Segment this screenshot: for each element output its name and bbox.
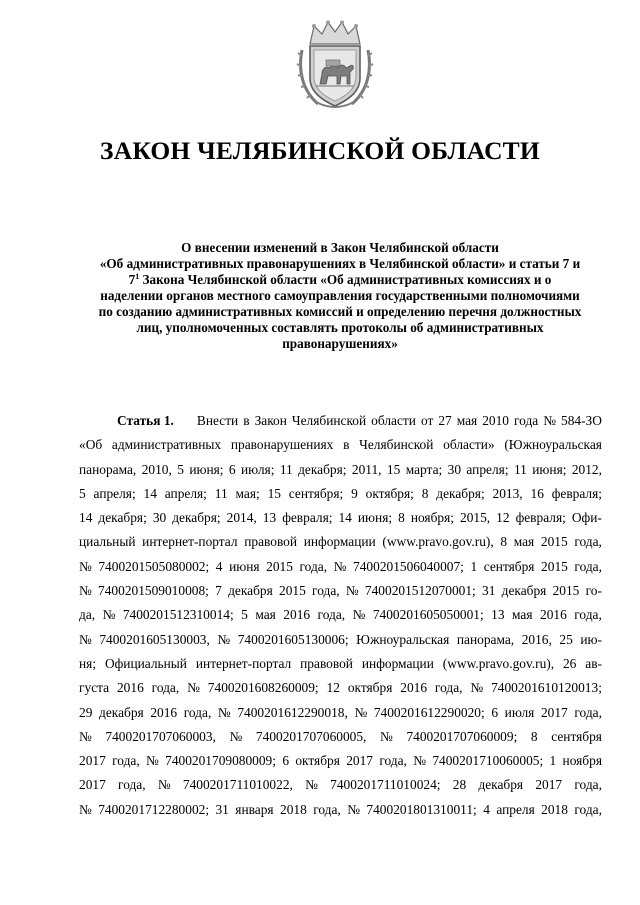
article-word: 8 bbox=[398, 510, 405, 526]
article-word: 7400201707060005, bbox=[255, 728, 367, 744]
article-word: года, bbox=[434, 680, 463, 696]
article-word: 26 bbox=[562, 655, 577, 671]
article-word: ноября; bbox=[410, 510, 454, 526]
article-word: 6 bbox=[228, 461, 236, 477]
article-word: 28 bbox=[452, 777, 467, 793]
article-word: 14 bbox=[143, 485, 157, 501]
article-word: № bbox=[157, 777, 171, 793]
article-word: года, bbox=[313, 801, 341, 817]
article-word: № bbox=[79, 728, 92, 744]
article-word: го- bbox=[585, 583, 602, 599]
article-word: № bbox=[413, 753, 426, 769]
article-word: апреля; bbox=[466, 461, 509, 477]
article-word: 16 bbox=[530, 485, 544, 501]
article-word: января bbox=[235, 801, 274, 817]
article-line bbox=[79, 579, 602, 603]
article-word: 8 bbox=[421, 485, 429, 501]
article-word: 14 bbox=[338, 510, 352, 526]
article-word: 2015 bbox=[541, 558, 568, 574]
article-word: интернет-портал bbox=[195, 655, 292, 671]
article-word: «Об bbox=[79, 437, 103, 453]
article-word: 2016 bbox=[116, 680, 144, 696]
subtitle-line: по созданию административных комиссий и определению перечня должностных bbox=[98, 304, 582, 319]
article-word: № bbox=[79, 558, 92, 574]
subtitle-line: О внесении изменений в Закон Челябинской области bbox=[181, 240, 499, 255]
article-word: мая bbox=[255, 607, 276, 623]
article-line bbox=[79, 530, 602, 554]
article-word: июня; bbox=[357, 510, 393, 526]
article-word: октября; bbox=[365, 485, 414, 501]
article-word: декабря; bbox=[98, 510, 147, 526]
article-word: № bbox=[347, 801, 360, 817]
article-word: 29 bbox=[79, 704, 93, 720]
article-word: 7400201610120013; bbox=[491, 680, 602, 696]
article-word: декабря bbox=[228, 583, 273, 599]
article-word: 1 bbox=[549, 753, 557, 769]
article-word: года, bbox=[574, 801, 602, 817]
article-word: года, bbox=[574, 777, 602, 793]
article-word: мая bbox=[513, 534, 535, 550]
article-word: 13 bbox=[262, 510, 277, 526]
article-word: 7400201509010008; bbox=[98, 583, 209, 599]
article-word: № bbox=[79, 631, 92, 647]
article-word: 7400201801310011; bbox=[366, 801, 477, 817]
subtitle-line: «Об административных правонарушениях в Челябинской области» и статьи 7 и bbox=[99, 256, 581, 271]
article-word: 11 bbox=[279, 461, 293, 477]
article-word: декабря; bbox=[298, 461, 347, 477]
article-word: года, bbox=[183, 704, 212, 720]
article-word: года, bbox=[574, 607, 602, 623]
article-word: Внести bbox=[196, 413, 239, 428]
article-line bbox=[79, 749, 602, 773]
article-word: 7400201605130003, bbox=[99, 631, 210, 647]
article-word: 7400201605050001; bbox=[372, 607, 484, 623]
article-word: июля bbox=[504, 704, 535, 720]
article-line bbox=[79, 409, 602, 433]
article-word: интернет-портал bbox=[142, 534, 238, 550]
article-word: мая bbox=[512, 607, 533, 623]
article-word: сентября bbox=[551, 728, 602, 744]
article-word: 2013, bbox=[492, 485, 523, 501]
article-word: правовой bbox=[244, 534, 298, 550]
article-word: февраля; bbox=[551, 485, 602, 501]
article-body bbox=[79, 409, 602, 822]
article-word: 2011, bbox=[351, 461, 382, 477]
article-word: 31 bbox=[482, 583, 496, 599]
article-line bbox=[79, 482, 602, 506]
article-word: марта; bbox=[405, 461, 443, 477]
article-word: Челябинской bbox=[291, 413, 367, 428]
article-word: 2017 bbox=[540, 704, 568, 720]
article-word: апреля bbox=[496, 801, 535, 817]
article-word: от bbox=[420, 413, 434, 428]
article-word: информации bbox=[303, 534, 376, 550]
article-word: года, bbox=[574, 534, 602, 550]
subtitle-article-number: 7 bbox=[128, 272, 136, 287]
article-word: 31 bbox=[215, 801, 229, 817]
article-word: 14 bbox=[79, 510, 93, 526]
article-word: 7 bbox=[215, 583, 222, 599]
article-word: июня bbox=[229, 558, 260, 574]
article-word: декабря; bbox=[172, 510, 221, 526]
article-word: 7400201506040007; bbox=[353, 558, 464, 574]
article-word: правовой bbox=[300, 655, 353, 671]
article-word: № bbox=[305, 777, 318, 793]
article-word: № bbox=[79, 801, 92, 817]
article-word: 7400201711010022, bbox=[182, 777, 293, 793]
article-word: декабря bbox=[99, 704, 144, 720]
article-word: 2016 bbox=[283, 607, 311, 623]
article-word: Челябинской bbox=[359, 437, 434, 453]
article-word: 8 bbox=[530, 728, 538, 744]
article-word: июля; bbox=[241, 461, 275, 477]
article-word: густа bbox=[79, 680, 110, 696]
article-word: 7400201612290018, bbox=[237, 704, 348, 720]
law-title: ЗАКОН ЧЕЛЯБИНСКОЙ ОБЛАСТИ bbox=[100, 136, 540, 165]
law-subtitle bbox=[60, 240, 620, 352]
article-word: № bbox=[229, 728, 243, 744]
article-line bbox=[79, 773, 602, 797]
article-word: (www.pravo.gov.ru), bbox=[442, 655, 555, 671]
article-word: 12 bbox=[326, 680, 340, 696]
article-word: панорама, bbox=[79, 461, 137, 477]
article-word: 2010, bbox=[141, 461, 172, 477]
article-word: 30 bbox=[152, 510, 167, 526]
article-word: декабря bbox=[501, 583, 547, 599]
article-word: 2016, bbox=[521, 631, 552, 647]
article-line bbox=[79, 628, 602, 652]
subtitle-line: лиц, уполномоченных составлять протоколы об административных bbox=[136, 320, 544, 335]
article-word: февраля; bbox=[282, 510, 333, 526]
article-word: 7400201612290020; bbox=[373, 704, 485, 720]
article-word: Офи- bbox=[571, 510, 602, 526]
article-word: № bbox=[102, 607, 116, 623]
article-word: 7400201707060009; bbox=[406, 728, 518, 744]
article-word: апреля; bbox=[164, 485, 207, 501]
article-word: сентября; bbox=[288, 485, 344, 501]
subtitle-line-rest: Закона Челябинской области «Об административных комиссиях и о bbox=[139, 272, 552, 287]
article-line bbox=[79, 652, 602, 676]
article-word: в bbox=[343, 437, 350, 453]
article-word: ию- bbox=[580, 631, 602, 647]
article-word: октября bbox=[295, 753, 340, 769]
article-word: 4 bbox=[483, 801, 490, 817]
article-word: № bbox=[543, 413, 556, 428]
article-word: 2017 bbox=[79, 777, 106, 793]
article-word: № bbox=[217, 631, 231, 647]
coat-of-arms-icon bbox=[296, 20, 374, 110]
article-word: мая; bbox=[235, 485, 260, 501]
article-word: 9 bbox=[351, 485, 358, 501]
article-word: административных bbox=[111, 437, 222, 453]
article-word: 7400201711010024; bbox=[330, 777, 441, 793]
article-line bbox=[79, 701, 602, 725]
article-line bbox=[79, 725, 602, 749]
article-word: ня; bbox=[79, 655, 97, 671]
article-line bbox=[79, 676, 602, 700]
article-word: года bbox=[513, 413, 539, 428]
article-word: да, bbox=[79, 607, 96, 623]
article-word: № bbox=[352, 607, 366, 623]
article-word: 2015 bbox=[552, 583, 580, 599]
article-word: области bbox=[371, 413, 416, 428]
article-word: февраля; bbox=[515, 510, 566, 526]
article-word: 7400201512070001; bbox=[364, 583, 476, 599]
article-word: декабря; bbox=[436, 485, 485, 501]
article-line bbox=[79, 555, 602, 579]
article-word: ноября bbox=[562, 753, 602, 769]
article-word: Закон bbox=[254, 413, 287, 428]
article-word: 2017 bbox=[79, 753, 106, 769]
article-word: ав- bbox=[585, 655, 602, 671]
article-word: 2016 bbox=[150, 704, 178, 720]
article-word: 13 bbox=[491, 607, 505, 623]
article-word: 30 bbox=[447, 461, 462, 477]
article-word: панорама, bbox=[456, 631, 515, 647]
article-word: 7400201709080009; bbox=[165, 753, 276, 769]
article-word: 2012, bbox=[571, 461, 602, 477]
article-word: 7400201512310014; bbox=[122, 607, 234, 623]
article-word: 2015 bbox=[279, 583, 306, 599]
article-word: 2014, bbox=[226, 510, 257, 526]
article-word: 7400201605130006; bbox=[237, 631, 349, 647]
subtitle-superscript: 1 bbox=[135, 272, 140, 281]
article-word: 2018 bbox=[541, 801, 568, 817]
article-word: (Южноуральская bbox=[504, 437, 602, 453]
article-word: 584-ЗО bbox=[561, 413, 602, 428]
subtitle-line: правонарушениях» bbox=[282, 336, 398, 351]
article-word: 2017 bbox=[346, 753, 373, 769]
article-word: № bbox=[333, 558, 347, 574]
article-word: 15 bbox=[267, 485, 281, 501]
article-word: 11 bbox=[214, 485, 228, 501]
article-word: № bbox=[470, 680, 484, 696]
subtitle-line bbox=[60, 272, 620, 288]
article-word: декабря bbox=[478, 777, 524, 793]
article-word: № bbox=[345, 583, 359, 599]
article-word: Южноуральская bbox=[356, 631, 450, 647]
article-label: Статья 1. bbox=[117, 413, 174, 428]
article-word: 15 bbox=[386, 461, 401, 477]
article-word: 4 bbox=[215, 558, 223, 574]
article-word: года, bbox=[574, 558, 602, 574]
article-word: № bbox=[217, 704, 231, 720]
article-line bbox=[79, 603, 602, 627]
article-word: года, bbox=[118, 777, 146, 793]
article-word: № bbox=[380, 728, 393, 744]
article-word: апреля; bbox=[93, 485, 136, 501]
article-word: области» bbox=[443, 437, 495, 453]
article-word: 2010 bbox=[482, 413, 509, 428]
article-word: 27 bbox=[438, 413, 452, 428]
article-word: июня; bbox=[189, 461, 224, 477]
article-word: № bbox=[146, 753, 159, 769]
subtitle-line: наделении органов местного самоуправления государственными полномочиями bbox=[100, 288, 580, 303]
article-word: года, bbox=[574, 704, 602, 720]
article-word: 25 bbox=[559, 631, 573, 647]
article-word: октября bbox=[347, 680, 393, 696]
article-line bbox=[79, 458, 602, 482]
article-word: июня; bbox=[532, 461, 567, 477]
article-word: правонарушениях bbox=[230, 437, 334, 453]
article-word: 7400201608260009; bbox=[207, 680, 319, 696]
article-word: № bbox=[187, 680, 200, 696]
article-word: года, bbox=[379, 753, 407, 769]
article-word: (www.pravo.gov.ru), bbox=[382, 534, 494, 550]
article-word: 2017 bbox=[535, 777, 563, 793]
article-word: № bbox=[354, 704, 368, 720]
article-word: 5 bbox=[79, 485, 86, 501]
article-word: 7400201710060005; bbox=[432, 753, 544, 769]
article-word: информации bbox=[361, 655, 434, 671]
article-word: сентября bbox=[483, 558, 535, 574]
article-word: 6 bbox=[491, 704, 499, 720]
article-word: мая bbox=[456, 413, 478, 428]
article-word: 5 bbox=[177, 461, 184, 477]
article-word: 2016 bbox=[400, 680, 428, 696]
article-line bbox=[79, 798, 602, 822]
article-word: 2018 bbox=[280, 801, 307, 817]
article-word: циальный bbox=[79, 534, 136, 550]
article-word: 2015 bbox=[266, 558, 293, 574]
article-word: 2015, bbox=[460, 510, 491, 526]
article-line bbox=[79, 506, 602, 530]
article-word: № bbox=[79, 583, 92, 599]
article-word: года, bbox=[151, 680, 180, 696]
article-word: года, bbox=[299, 558, 328, 574]
article-word: 12 bbox=[496, 510, 510, 526]
article-word: 7400201712280002; bbox=[98, 801, 210, 817]
article-word: 7400201707060003, bbox=[105, 728, 216, 744]
article-word: года, bbox=[312, 583, 340, 599]
article-line bbox=[79, 433, 602, 457]
article-word: 5 bbox=[241, 607, 248, 623]
article-word: 1 bbox=[470, 558, 478, 574]
article-word: Официальный bbox=[104, 655, 187, 671]
article-word: года, bbox=[112, 753, 140, 769]
article-word: 11 bbox=[513, 461, 527, 477]
article-word: 2015 bbox=[540, 534, 568, 550]
article-word: 7400201505080002; bbox=[98, 558, 210, 574]
article-word: в bbox=[243, 413, 250, 428]
article-word: года, bbox=[317, 607, 346, 623]
article-word: 6 bbox=[282, 753, 290, 769]
article-word: 8 bbox=[500, 534, 508, 550]
article-word: 2016 bbox=[540, 607, 567, 623]
